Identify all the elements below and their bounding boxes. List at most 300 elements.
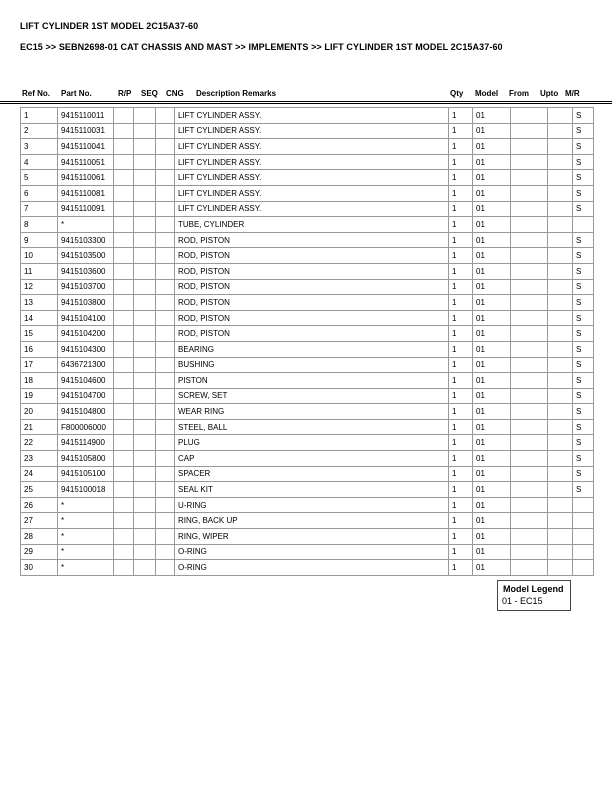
cell-mr: S	[573, 201, 594, 217]
cell-rp	[114, 279, 134, 295]
cell-upto	[548, 341, 573, 357]
cell-ref-no: 26	[21, 497, 58, 513]
cell-rp	[114, 201, 134, 217]
cell-part-no: *	[58, 217, 114, 233]
cell-ref-no: 8	[21, 217, 58, 233]
cell-model: 01	[473, 295, 511, 311]
cell-rp	[114, 154, 134, 170]
cell-ref-no: 18	[21, 373, 58, 389]
cell-qty: 1	[449, 357, 473, 373]
cell-mr	[573, 544, 594, 560]
header-divider-rule	[0, 101, 612, 104]
cell-part-no: 9415103600	[58, 263, 114, 279]
cell-from	[511, 513, 548, 529]
cell-mr: S	[573, 357, 594, 373]
cell-upto	[548, 466, 573, 482]
cell-description: TUBE, CYLINDER	[175, 217, 449, 233]
cell-part-no: 9415110011	[58, 108, 114, 124]
cell-model: 01	[473, 232, 511, 248]
cell-qty: 1	[449, 295, 473, 311]
cell-seq	[134, 154, 156, 170]
cell-mr: S	[573, 404, 594, 420]
cell-cng	[156, 529, 175, 545]
column-header-rp: R/P	[118, 89, 132, 98]
cell-ref-no: 1	[21, 108, 58, 124]
cell-model: 01	[473, 341, 511, 357]
cell-upto	[548, 295, 573, 311]
cell-from	[511, 466, 548, 482]
cell-qty: 1	[449, 201, 473, 217]
cell-upto	[548, 482, 573, 498]
cell-seq	[134, 232, 156, 248]
cell-from	[511, 248, 548, 264]
cell-qty: 1	[449, 139, 473, 155]
cell-seq	[134, 185, 156, 201]
cell-ref-no: 14	[21, 310, 58, 326]
cell-description: PLUG	[175, 435, 449, 451]
cell-seq	[134, 123, 156, 139]
cell-rp	[114, 404, 134, 420]
cell-model: 01	[473, 217, 511, 233]
cell-cng	[156, 466, 175, 482]
cell-from	[511, 154, 548, 170]
cell-model: 01	[473, 108, 511, 124]
cell-rp	[114, 263, 134, 279]
cell-cng	[156, 310, 175, 326]
cell-from	[511, 123, 548, 139]
table-row	[21, 295, 594, 311]
table-row	[21, 529, 594, 545]
cell-ref-no: 27	[21, 513, 58, 529]
cell-model: 01	[473, 435, 511, 451]
cell-ref-no: 23	[21, 451, 58, 467]
table-row	[21, 373, 594, 389]
cell-from	[511, 201, 548, 217]
cell-qty: 1	[449, 544, 473, 560]
parts-table	[20, 107, 594, 576]
cell-model: 01	[473, 139, 511, 155]
cell-description: SCREW, SET	[175, 388, 449, 404]
cell-ref-no: 13	[21, 295, 58, 311]
cell-part-no: *	[58, 529, 114, 545]
table-row	[21, 263, 594, 279]
cell-description: LIFT CYLINDER ASSY.	[175, 154, 449, 170]
cell-qty: 1	[449, 435, 473, 451]
cell-from	[511, 170, 548, 186]
cell-ref-no: 28	[21, 529, 58, 545]
cell-part-no: *	[58, 560, 114, 576]
cell-part-no: F800006000	[58, 419, 114, 435]
cell-seq	[134, 482, 156, 498]
cell-seq	[134, 108, 156, 124]
cell-description: LIFT CYLINDER ASSY.	[175, 123, 449, 139]
cell-model: 01	[473, 357, 511, 373]
cell-cng	[156, 404, 175, 420]
cell-upto	[548, 232, 573, 248]
cell-part-no: 9415103500	[58, 248, 114, 264]
cell-ref-no: 2	[21, 123, 58, 139]
cell-cng	[156, 263, 175, 279]
cell-ref-no: 17	[21, 357, 58, 373]
cell-ref-no: 29	[21, 544, 58, 560]
cell-model: 01	[473, 201, 511, 217]
cell-description: CAP	[175, 451, 449, 467]
cell-description: STEEL, BALL	[175, 419, 449, 435]
cell-model: 01	[473, 248, 511, 264]
cell-from	[511, 435, 548, 451]
cell-qty: 1	[449, 310, 473, 326]
cell-from	[511, 419, 548, 435]
cell-part-no: 9415105800	[58, 451, 114, 467]
cell-model: 01	[473, 123, 511, 139]
cell-description: LIFT CYLINDER ASSY.	[175, 108, 449, 124]
table-row	[21, 170, 594, 186]
cell-description: ROD, PISTON	[175, 263, 449, 279]
cell-from	[511, 263, 548, 279]
cell-ref-no: 20	[21, 404, 58, 420]
cell-mr	[573, 513, 594, 529]
cell-description: U-RING	[175, 497, 449, 513]
cell-model: 01	[473, 451, 511, 467]
cell-mr: S	[573, 388, 594, 404]
cell-mr: S	[573, 108, 594, 124]
cell-from	[511, 497, 548, 513]
cell-mr	[573, 497, 594, 513]
cell-from	[511, 108, 548, 124]
cell-cng	[156, 248, 175, 264]
cell-mr: S	[573, 482, 594, 498]
cell-from	[511, 357, 548, 373]
table-row	[21, 435, 594, 451]
cell-description: O-RING	[175, 544, 449, 560]
table-row	[21, 108, 594, 124]
cell-ref-no: 11	[21, 263, 58, 279]
cell-qty: 1	[449, 263, 473, 279]
cell-cng	[156, 201, 175, 217]
cell-part-no: *	[58, 497, 114, 513]
cell-seq	[134, 310, 156, 326]
cell-part-no: 9415104800	[58, 404, 114, 420]
cell-qty: 1	[449, 279, 473, 295]
cell-part-no: 9415105100	[58, 466, 114, 482]
cell-description: LIFT CYLINDER ASSY.	[175, 185, 449, 201]
cell-cng	[156, 341, 175, 357]
cell-description: WEAR RING	[175, 404, 449, 420]
cell-description: ROD, PISTON	[175, 326, 449, 342]
cell-cng	[156, 295, 175, 311]
cell-seq	[134, 451, 156, 467]
cell-part-no: *	[58, 513, 114, 529]
table-row	[21, 388, 594, 404]
cell-cng	[156, 357, 175, 373]
cell-upto	[548, 263, 573, 279]
cell-cng	[156, 279, 175, 295]
cell-from	[511, 217, 548, 233]
cell-rp	[114, 170, 134, 186]
cell-rp	[114, 388, 134, 404]
table-row	[21, 232, 594, 248]
cell-qty: 1	[449, 326, 473, 342]
cell-model: 01	[473, 560, 511, 576]
cell-model: 01	[473, 373, 511, 389]
cell-from	[511, 388, 548, 404]
cell-description: RING, WIPER	[175, 529, 449, 545]
cell-qty: 1	[449, 373, 473, 389]
cell-cng	[156, 217, 175, 233]
cell-mr: S	[573, 248, 594, 264]
cell-rp	[114, 513, 134, 529]
cell-from	[511, 326, 548, 342]
cell-rp	[114, 139, 134, 155]
cell-rp	[114, 295, 134, 311]
cell-part-no: 9415110051	[58, 154, 114, 170]
cell-part-no: 9415104200	[58, 326, 114, 342]
cell-ref-no: 4	[21, 154, 58, 170]
cell-cng	[156, 513, 175, 529]
cell-mr	[573, 560, 594, 576]
cell-model: 01	[473, 170, 511, 186]
cell-description: O-RING	[175, 560, 449, 576]
table-row	[21, 326, 594, 342]
cell-cng	[156, 419, 175, 435]
column-header-cng: CNG	[166, 89, 184, 98]
cell-seq	[134, 466, 156, 482]
cell-from	[511, 544, 548, 560]
cell-qty: 1	[449, 341, 473, 357]
cell-rp	[114, 373, 134, 389]
cell-qty: 1	[449, 108, 473, 124]
cell-model: 01	[473, 154, 511, 170]
cell-qty: 1	[449, 466, 473, 482]
cell-model: 01	[473, 326, 511, 342]
cell-model: 01	[473, 513, 511, 529]
cell-description: BEARING	[175, 341, 449, 357]
cell-ref-no: 24	[21, 466, 58, 482]
cell-upto	[548, 326, 573, 342]
table-row	[21, 419, 594, 435]
cell-rp	[114, 248, 134, 264]
cell-from	[511, 139, 548, 155]
cell-rp	[114, 123, 134, 139]
cell-ref-no: 16	[21, 341, 58, 357]
cell-mr: S	[573, 295, 594, 311]
cell-rp	[114, 185, 134, 201]
cell-from	[511, 310, 548, 326]
cell-qty: 1	[449, 560, 473, 576]
cell-description: LIFT CYLINDER ASSY.	[175, 139, 449, 155]
cell-seq	[134, 357, 156, 373]
column-header-from: From	[509, 89, 529, 98]
cell-seq	[134, 248, 156, 264]
cell-rp	[114, 451, 134, 467]
model-legend-title: Model Legend	[503, 584, 564, 594]
cell-from	[511, 279, 548, 295]
table-row	[21, 279, 594, 295]
cell-from	[511, 341, 548, 357]
cell-seq	[134, 295, 156, 311]
cell-description: ROD, PISTON	[175, 232, 449, 248]
cell-model: 01	[473, 388, 511, 404]
cell-part-no: 9415103300	[58, 232, 114, 248]
cell-ref-no: 19	[21, 388, 58, 404]
table-row	[21, 466, 594, 482]
cell-upto	[548, 185, 573, 201]
model-legend-box	[497, 580, 571, 611]
cell-part-no: 9415114900	[58, 435, 114, 451]
column-header-description: Description Remarks	[196, 89, 277, 98]
cell-cng	[156, 108, 175, 124]
cell-rp	[114, 435, 134, 451]
cell-description: BUSHING	[175, 357, 449, 373]
cell-model: 01	[473, 529, 511, 545]
cell-from	[511, 560, 548, 576]
cell-upto	[548, 404, 573, 420]
cell-cng	[156, 185, 175, 201]
cell-cng	[156, 560, 175, 576]
cell-upto	[548, 154, 573, 170]
cell-qty: 1	[449, 217, 473, 233]
cell-upto	[548, 170, 573, 186]
table-row	[21, 201, 594, 217]
column-header-qty: Qty	[450, 89, 464, 98]
cell-seq	[134, 560, 156, 576]
cell-upto	[548, 388, 573, 404]
cell-seq	[134, 404, 156, 420]
cell-seq	[134, 388, 156, 404]
cell-cng	[156, 326, 175, 342]
cell-rp	[114, 310, 134, 326]
cell-seq	[134, 263, 156, 279]
cell-rp	[114, 419, 134, 435]
cell-model: 01	[473, 544, 511, 560]
cell-upto	[548, 419, 573, 435]
table-row	[21, 185, 594, 201]
cell-part-no: 9415103800	[58, 295, 114, 311]
cell-from	[511, 482, 548, 498]
cell-seq	[134, 373, 156, 389]
cell-qty: 1	[449, 513, 473, 529]
column-header-upto: Upto	[540, 89, 559, 98]
cell-ref-no: 15	[21, 326, 58, 342]
cell-upto	[548, 451, 573, 467]
cell-description: ROD, PISTON	[175, 248, 449, 264]
cell-rp	[114, 482, 134, 498]
cell-ref-no: 22	[21, 435, 58, 451]
cell-mr: S	[573, 185, 594, 201]
cell-rp	[114, 341, 134, 357]
cell-ref-no: 6	[21, 185, 58, 201]
cell-seq	[134, 513, 156, 529]
cell-mr: S	[573, 123, 594, 139]
cell-from	[511, 232, 548, 248]
cell-seq	[134, 544, 156, 560]
cell-part-no: 9415104300	[58, 341, 114, 357]
cell-mr: S	[573, 373, 594, 389]
cell-mr: S	[573, 139, 594, 155]
cell-mr: S	[573, 154, 594, 170]
cell-ref-no: 30	[21, 560, 58, 576]
cell-from	[511, 529, 548, 545]
cell-rp	[114, 560, 134, 576]
parts-table-body	[21, 108, 594, 576]
cell-seq	[134, 201, 156, 217]
cell-seq	[134, 341, 156, 357]
cell-cng	[156, 388, 175, 404]
table-row	[21, 451, 594, 467]
cell-mr: S	[573, 263, 594, 279]
cell-upto	[548, 108, 573, 124]
cell-model: 01	[473, 482, 511, 498]
cell-rp	[114, 326, 134, 342]
table-row	[21, 139, 594, 155]
cell-seq	[134, 419, 156, 435]
cell-qty: 1	[449, 232, 473, 248]
cell-upto	[548, 201, 573, 217]
table-column-headers	[0, 89, 612, 101]
cell-description: SPACER	[175, 466, 449, 482]
page-title: LIFT CYLINDER 1ST MODEL 2C15A37-60	[20, 21, 199, 31]
cell-mr: S	[573, 310, 594, 326]
cell-upto	[548, 435, 573, 451]
cell-description: LIFT CYLINDER ASSY.	[175, 201, 449, 217]
cell-qty: 1	[449, 248, 473, 264]
cell-seq	[134, 435, 156, 451]
cell-upto	[548, 497, 573, 513]
cell-model: 01	[473, 185, 511, 201]
cell-mr	[573, 217, 594, 233]
cell-from	[511, 373, 548, 389]
table-row	[21, 154, 594, 170]
cell-qty: 1	[449, 404, 473, 420]
table-row	[21, 357, 594, 373]
table-row	[21, 513, 594, 529]
cell-from	[511, 295, 548, 311]
breadcrumb: EC15 >> SEBN2698-01 CAT CHASSIS AND MAST >> IMPLEMENTS >> LIFT CYLINDER 1ST MODEL 2C15A37-60	[20, 42, 503, 52]
cell-part-no: 9415104600	[58, 373, 114, 389]
cell-cng	[156, 139, 175, 155]
cell-upto	[548, 560, 573, 576]
cell-upto	[548, 248, 573, 264]
cell-mr: S	[573, 451, 594, 467]
table-row	[21, 123, 594, 139]
model-legend-entry: 01 - EC15	[502, 596, 543, 606]
cell-mr: S	[573, 326, 594, 342]
cell-ref-no: 21	[21, 419, 58, 435]
cell-ref-no: 3	[21, 139, 58, 155]
cell-seq	[134, 529, 156, 545]
cell-model: 01	[473, 263, 511, 279]
cell-cng	[156, 170, 175, 186]
cell-part-no: 9415100018	[58, 482, 114, 498]
cell-cng	[156, 373, 175, 389]
column-header-mr: M/R	[565, 89, 580, 98]
cell-model: 01	[473, 404, 511, 420]
cell-upto	[548, 357, 573, 373]
cell-rp	[114, 108, 134, 124]
cell-upto	[548, 217, 573, 233]
table-row	[21, 560, 594, 576]
table-row	[21, 217, 594, 233]
cell-ref-no: 5	[21, 170, 58, 186]
cell-rp	[114, 232, 134, 248]
cell-qty: 1	[449, 123, 473, 139]
cell-rp	[114, 217, 134, 233]
cell-part-no: 9415110061	[58, 170, 114, 186]
cell-seq	[134, 170, 156, 186]
cell-cng	[156, 123, 175, 139]
cell-cng	[156, 497, 175, 513]
cell-qty: 1	[449, 451, 473, 467]
